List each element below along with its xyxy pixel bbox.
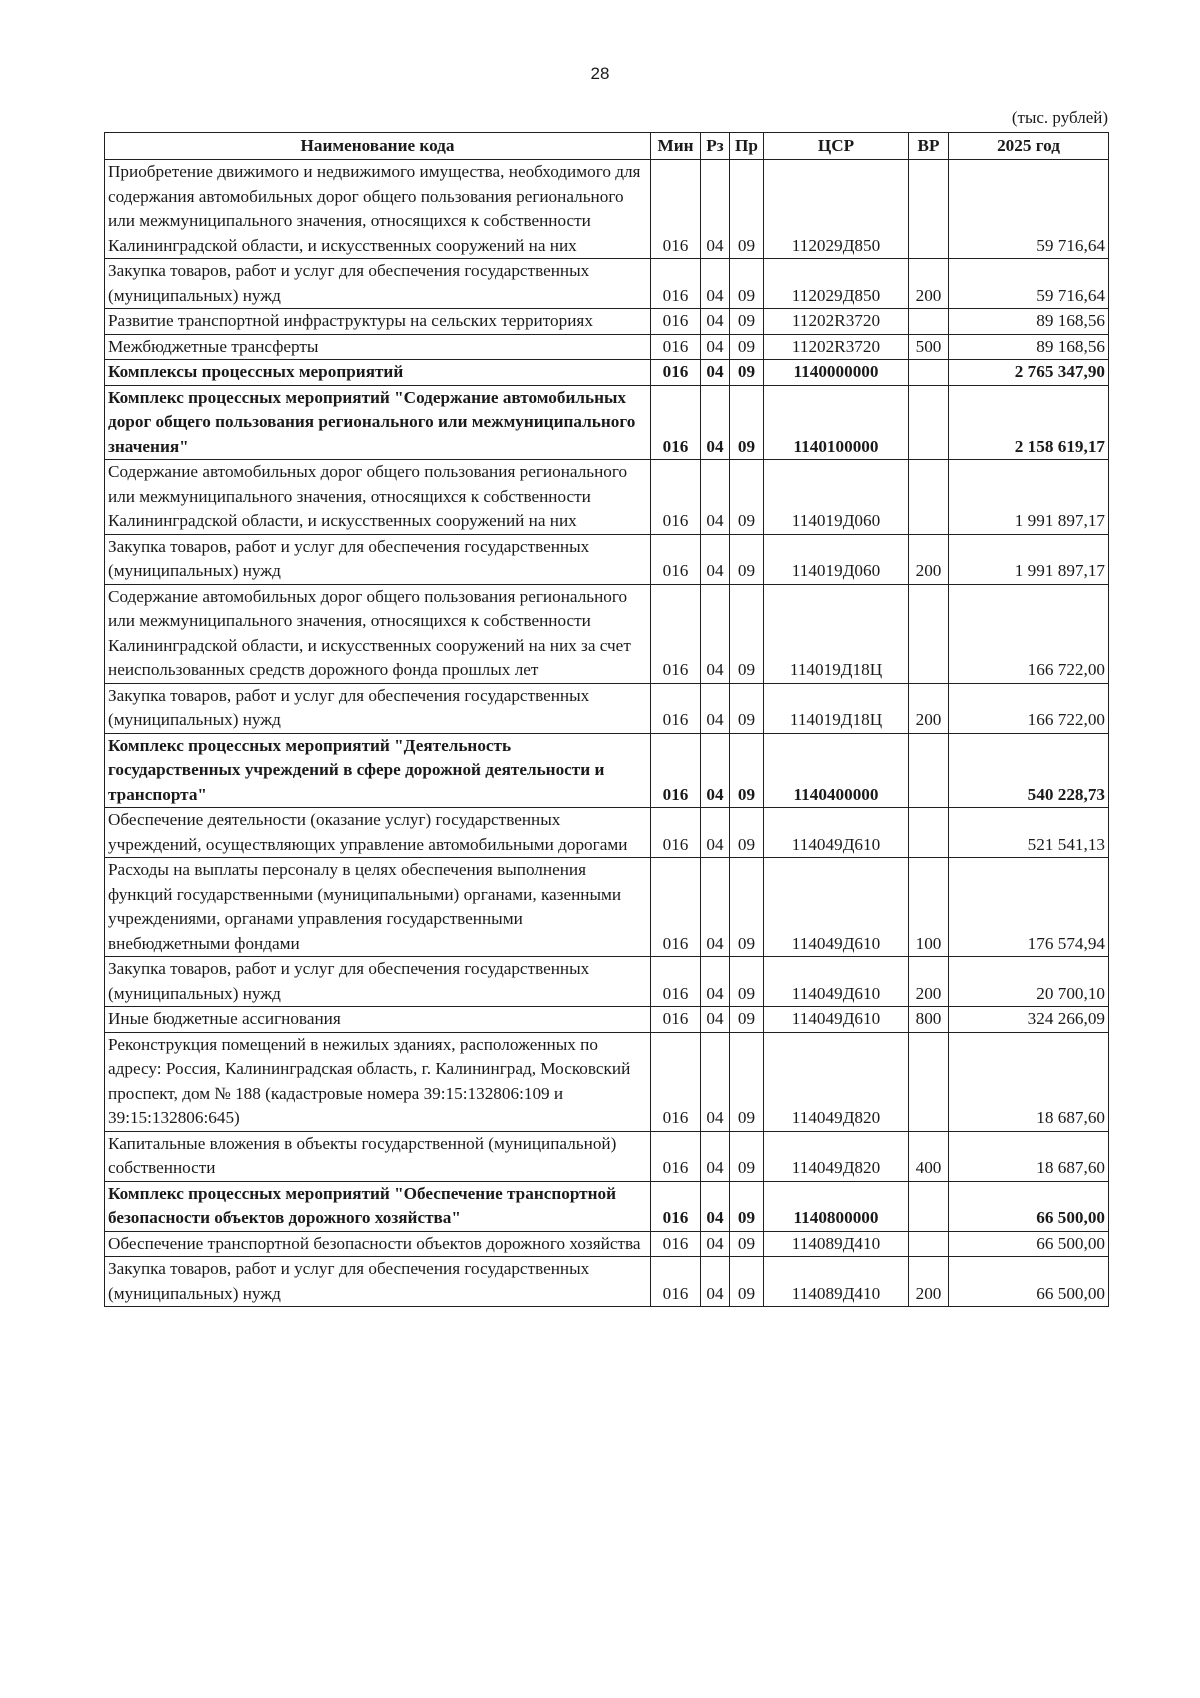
cell-csr: 114049Д820 (764, 1032, 909, 1131)
page-number: 28 (590, 64, 610, 83)
cell-pr: 09 (730, 683, 764, 733)
cell-vr: 200 (909, 683, 949, 733)
cell-min: 016 (651, 1257, 701, 1307)
cell-pr: 09 (730, 534, 764, 584)
cell-vr (909, 360, 949, 386)
cell-vr (909, 808, 949, 858)
cell-name: Закупка товаров, работ и услуг для обеспечения государственных (муниципальных) нужд (105, 534, 651, 584)
cell-min: 016 (651, 584, 701, 683)
cell-rz: 04 (701, 808, 730, 858)
cell-rz: 04 (701, 584, 730, 683)
cell-csr: 114049Д610 (764, 858, 909, 957)
cell-min: 016 (651, 1231, 701, 1257)
cell-rz: 04 (701, 160, 730, 259)
cell-min: 016 (651, 1007, 701, 1033)
cell-name: Межбюджетные трансферты (105, 334, 651, 360)
cell-min: 016 (651, 334, 701, 360)
cell-name: Комплекс процессных мероприятий "Деятельность государственных учреждений в сфере дорожной деятельности и транспорта" (105, 733, 651, 808)
cell-sum: 166 722,00 (949, 584, 1109, 683)
table-row (105, 858, 1109, 957)
cell-name: Комплекс процессных мероприятий "Содержание автомобильных дорог общего пользования регионального или межмуниципального значения" (105, 385, 651, 460)
table-row (105, 334, 1109, 360)
cell-pr: 09 (730, 360, 764, 386)
cell-sum: 540 228,73 (949, 733, 1109, 808)
header-rz: Рз (701, 133, 730, 160)
table-row (105, 1231, 1109, 1257)
cell-min: 016 (651, 957, 701, 1007)
table-row (105, 360, 1109, 386)
header-vr: ВР (909, 133, 949, 160)
cell-sum: 2 158 619,17 (949, 385, 1109, 460)
cell-csr: 114049Д610 (764, 1007, 909, 1033)
table-row (105, 957, 1109, 1007)
cell-csr: 112029Д850 (764, 160, 909, 259)
cell-sum: 89 168,56 (949, 309, 1109, 335)
units-label: (тыс. рублей) (1011, 108, 1108, 127)
cell-min: 016 (651, 309, 701, 335)
cell-sum: 18 687,60 (949, 1131, 1109, 1181)
cell-pr: 09 (730, 259, 764, 309)
table-row (105, 584, 1109, 683)
cell-rz: 04 (701, 460, 730, 535)
cell-sum: 89 168,56 (949, 334, 1109, 360)
cell-min: 016 (651, 259, 701, 309)
cell-sum: 66 500,00 (949, 1231, 1109, 1257)
table-row (105, 160, 1109, 259)
cell-csr: 1140100000 (764, 385, 909, 460)
cell-pr: 09 (730, 957, 764, 1007)
cell-min: 016 (651, 733, 701, 808)
table-row (105, 1032, 1109, 1131)
cell-vr (909, 160, 949, 259)
cell-sum: 18 687,60 (949, 1032, 1109, 1131)
cell-rz: 04 (701, 957, 730, 1007)
table-row (105, 1181, 1109, 1231)
cell-pr: 09 (730, 1007, 764, 1033)
cell-name: Приобретение движимого и недвижимого имущества, необходимого для содержания автомобильных дорог общего пользования регионального или межмуниципального значения, относящихся к собственности Калининградской области, и искусственных сооружений на них (105, 160, 651, 259)
cell-name: Обеспечение транспортной безопасности объектов дорожного хозяйства (105, 1231, 651, 1257)
cell-min: 016 (651, 360, 701, 386)
cell-csr: 114049Д610 (764, 808, 909, 858)
cell-csr: 112029Д850 (764, 259, 909, 309)
cell-vr (909, 733, 949, 808)
cell-name: Комплекс процессных мероприятий "Обеспечение транспортной безопасности объектов дорожного хозяйства" (105, 1181, 651, 1231)
table-row (105, 259, 1109, 309)
table-row (105, 460, 1109, 535)
cell-pr: 09 (730, 160, 764, 259)
cell-name: Капитальные вложения в объекты государственной (муниципальной) собственности (105, 1131, 651, 1181)
cell-csr: 11202R3720 (764, 309, 909, 335)
cell-pr: 09 (730, 309, 764, 335)
table-header-row (105, 133, 1109, 160)
table-row (105, 683, 1109, 733)
cell-vr: 200 (909, 259, 949, 309)
cell-rz: 04 (701, 334, 730, 360)
cell-min: 016 (651, 1032, 701, 1131)
cell-name: Закупка товаров, работ и услуг для обеспечения государственных (муниципальных) нужд (105, 683, 651, 733)
table-row (105, 808, 1109, 858)
cell-sum: 59 716,64 (949, 259, 1109, 309)
cell-rz: 04 (701, 1181, 730, 1231)
cell-rz: 04 (701, 683, 730, 733)
table-row (105, 1007, 1109, 1033)
cell-vr (909, 1181, 949, 1231)
cell-rz: 04 (701, 1007, 730, 1033)
cell-pr: 09 (730, 1231, 764, 1257)
cell-pr: 09 (730, 1181, 764, 1231)
cell-sum: 176 574,94 (949, 858, 1109, 957)
cell-csr: 114019Д18Ц (764, 584, 909, 683)
cell-name: Расходы на выплаты персоналу в целях обеспечения выполнения функций государственными (муниципальными) органами, казенными учреждениями, органами управления государственными внебюджетными фондами (105, 858, 651, 957)
header-min: Мин (651, 133, 701, 160)
header-pr: Пр (730, 133, 764, 160)
cell-sum: 166 722,00 (949, 683, 1109, 733)
cell-vr (909, 584, 949, 683)
cell-rz: 04 (701, 1131, 730, 1181)
cell-pr: 09 (730, 1257, 764, 1307)
table-row (105, 309, 1109, 335)
cell-pr: 09 (730, 460, 764, 535)
table-row (105, 733, 1109, 808)
cell-csr: 1140400000 (764, 733, 909, 808)
cell-rz: 04 (701, 534, 730, 584)
cell-min: 016 (651, 385, 701, 460)
cell-min: 016 (651, 858, 701, 957)
table-row (105, 1131, 1109, 1181)
table-body (105, 160, 1109, 1307)
cell-min: 016 (651, 1181, 701, 1231)
cell-sum: 66 500,00 (949, 1257, 1109, 1307)
cell-min: 016 (651, 683, 701, 733)
cell-vr: 500 (909, 334, 949, 360)
cell-csr: 114089Д410 (764, 1231, 909, 1257)
cell-name: Содержание автомобильных дорог общего пользования регионального или межмуниципального значения, относящихся к собственности Калининградской области, и искусственных сооружений на них (105, 460, 651, 535)
cell-vr (909, 385, 949, 460)
table-row (105, 1257, 1109, 1307)
cell-name: Закупка товаров, работ и услуг для обеспечения государственных (муниципальных) нужд (105, 1257, 651, 1307)
cell-vr: 100 (909, 858, 949, 957)
cell-min: 016 (651, 534, 701, 584)
cell-min: 016 (651, 460, 701, 535)
cell-vr (909, 460, 949, 535)
cell-sum: 1 991 897,17 (949, 460, 1109, 535)
cell-rz: 04 (701, 733, 730, 808)
cell-pr: 09 (730, 584, 764, 683)
cell-sum: 324 266,09 (949, 1007, 1109, 1033)
cell-vr: 400 (909, 1131, 949, 1181)
cell-sum: 20 700,10 (949, 957, 1109, 1007)
header-csr: ЦСР (764, 133, 909, 160)
cell-name: Реконструкция помещений в нежилых зданиях, расположенных по адресу: Россия, Калининградская область, г. Калининград, Московский проспект, дом № 188 (кадастровые номера 39:15:132806:109 и 39:15:132806:645) (105, 1032, 651, 1131)
table-row (105, 534, 1109, 584)
cell-csr: 11202R3720 (764, 334, 909, 360)
cell-csr: 114049Д610 (764, 957, 909, 1007)
cell-csr: 114049Д820 (764, 1131, 909, 1181)
cell-pr: 09 (730, 1032, 764, 1131)
cell-csr: 1140800000 (764, 1181, 909, 1231)
cell-vr: 200 (909, 957, 949, 1007)
cell-name: Иные бюджетные ассигнования (105, 1007, 651, 1033)
cell-min: 016 (651, 808, 701, 858)
cell-pr: 09 (730, 385, 764, 460)
cell-csr: 114089Д410 (764, 1257, 909, 1307)
budget-table (104, 132, 1109, 1307)
cell-pr: 09 (730, 334, 764, 360)
cell-pr: 09 (730, 1131, 764, 1181)
cell-rz: 04 (701, 385, 730, 460)
header-sum: 2025 год (949, 133, 1109, 160)
cell-vr (909, 1032, 949, 1131)
cell-vr: 800 (909, 1007, 949, 1033)
cell-min: 016 (651, 1131, 701, 1181)
cell-name: Комплексы процессных мероприятий (105, 360, 651, 386)
cell-min: 016 (651, 160, 701, 259)
cell-sum: 2 765 347,90 (949, 360, 1109, 386)
cell-vr (909, 309, 949, 335)
cell-vr: 200 (909, 534, 949, 584)
cell-csr: 114019Д18Ц (764, 683, 909, 733)
cell-name: Развитие транспортной инфраструктуры на сельских территориях (105, 309, 651, 335)
cell-name: Обеспечение деятельности (оказание услуг) государственных учреждений, осуществляющих управление автомобильными дорогами (105, 808, 651, 858)
cell-name: Содержание автомобильных дорог общего пользования регионального или межмуниципального значения, относящихся к собственности Калининградской области, и искусственных сооружений на них за счет неиспользованных средств дорожного фонда прошлых лет (105, 584, 651, 683)
cell-rz: 04 (701, 1032, 730, 1131)
cell-rz: 04 (701, 259, 730, 309)
cell-csr: 1140000000 (764, 360, 909, 386)
cell-vr: 200 (909, 1257, 949, 1307)
cell-rz: 04 (701, 1231, 730, 1257)
cell-csr: 114019Д060 (764, 460, 909, 535)
cell-rz: 04 (701, 1257, 730, 1307)
cell-sum: 1 991 897,17 (949, 534, 1109, 584)
cell-vr (909, 1231, 949, 1257)
cell-rz: 04 (701, 360, 730, 386)
cell-pr: 09 (730, 733, 764, 808)
cell-pr: 09 (730, 808, 764, 858)
cell-pr: 09 (730, 858, 764, 957)
cell-csr: 114019Д060 (764, 534, 909, 584)
table-row (105, 385, 1109, 460)
cell-rz: 04 (701, 858, 730, 957)
cell-sum: 521 541,13 (949, 808, 1109, 858)
cell-sum: 59 716,64 (949, 160, 1109, 259)
cell-name: Закупка товаров, работ и услуг для обеспечения государственных (муниципальных) нужд (105, 259, 651, 309)
header-name: Наименование кода (105, 133, 651, 160)
cell-name: Закупка товаров, работ и услуг для обеспечения государственных (муниципальных) нужд (105, 957, 651, 1007)
cell-rz: 04 (701, 309, 730, 335)
cell-sum: 66 500,00 (949, 1181, 1109, 1231)
